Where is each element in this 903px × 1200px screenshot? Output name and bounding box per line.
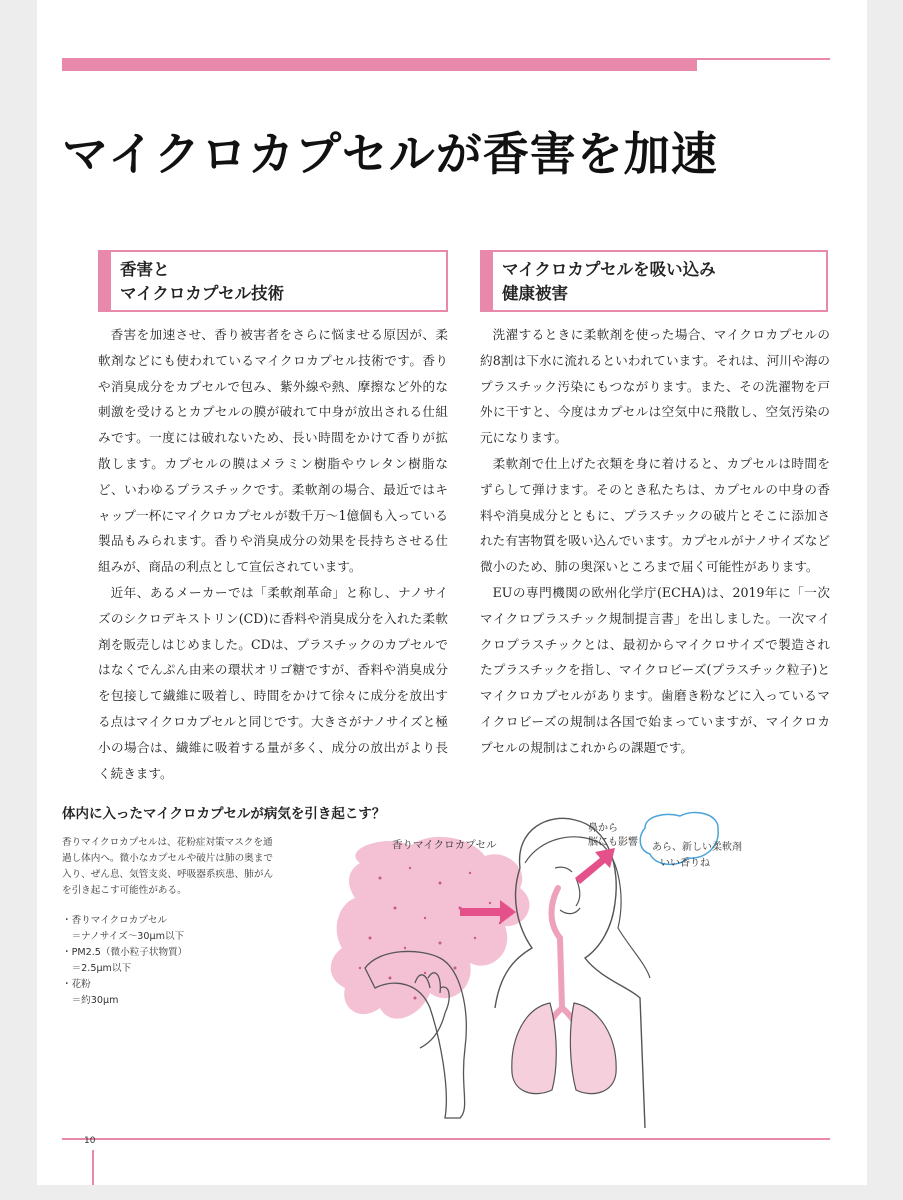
size-item: ＝ナノサイズ〜30μm以下 (62, 931, 185, 942)
figure-title: 体内に入ったマイクロカプセルが病気を引き起こす？ (62, 806, 386, 822)
paragraph: 柔軟剤で仕上げた衣類を身に着けると、カプセルは時間をずらして弾けます。そのとき私たちは、カプセルの中身の香料や消臭成分とともに、プラスチックの破片とそこに添加された有害物質を吸い込んでいます。カプセルがナノサイズなど微小のため、肺の奥深いところまで届く可能性があります。 (480, 455, 830, 575)
page-title: マイクロカプセルが香害を加速 (62, 127, 718, 181)
size-item: ＝約30μm (62, 995, 119, 1006)
label-brain (588, 822, 638, 850)
heading-right-line1: マイクロカプセルを吸い込み (502, 260, 716, 279)
speech-line2: いい香りね (660, 858, 710, 869)
speech-line1: あら、新しい柔軟剤 (652, 842, 742, 853)
label-capsule: 香りマイクロカプセル (392, 839, 497, 851)
label-brain-line2: 脳にも影響 (588, 837, 638, 848)
heading-right-line2: 健康被害 (502, 284, 568, 303)
figure-description (62, 835, 282, 1009)
speech-bubble-text (652, 840, 742, 872)
scent-cloud (331, 837, 530, 1019)
figure-description-text: 香りマイクロカプセルは、花粉症対策マスクを通過し体内へ。微小なカプセルや破片は肺の奥まで入り、ぜん息、気管支炎、呼吸器系疾患、肺がんを引き起こす可能性がある。 (62, 837, 274, 896)
body-column-left (98, 322, 448, 786)
size-item: ・花粉 (62, 979, 91, 990)
heading-left-line2: マイクロカプセル技術 (120, 284, 285, 303)
body-column-right (480, 322, 830, 761)
page-number: 10 (84, 1136, 96, 1146)
top-accent-bar (62, 60, 697, 71)
brain-arrow (575, 848, 615, 884)
size-item: ・香りマイクロカプセル (62, 915, 168, 926)
paragraph: 洗濯するときに柔軟剤を使った場合、マイクロカプセルの約8割は下水に流れるといわれています。それは、河川や海のプラスチック汚染にもつながります。また、その洗濯物を戸外に干すと、今度はカプセルは空気中に飛散し、空気汚染の元になります。 (480, 327, 830, 446)
paragraph: 近年、あるメーカーでは「柔軟剤革命」と称し、ナノサイズのシクロデキストリン(CD)に香料や消臭成分を入れた柔軟剤を販売しはじめました。CDは、プラスチックのカプセルではなくでんぷん由来の環状オリゴ糖ですが、香料や消臭成分を包接して繊維に吸着し、時間をかけて徐々に成分を放出する点はマイクロカプセルと同じです。大きさがナノサイズと極小の場合は、繊維に吸着する量が多く、成分の放出がより長く続きます。 (98, 584, 448, 781)
size-item: ・PM2.5（微小粒子状物質） (62, 947, 188, 958)
size-list (62, 913, 282, 1009)
paragraph: EUの専門機関の欧州化学庁(ECHA)は、2019年に「一次マイクロプラスチック規制提言書」を出しました。一次マイクロプラスチックとは、最初からマイクロサイズで製造されたプラスチックを指し、マイクロビーズ(プラスチック粒子)とマイクロカプセルがあります。歯磨き粉などに入っているマイクロビーズの規制は各国で始まっていますが、マイクロカプセルの規制はこれからの課題です。 (480, 584, 830, 755)
section-heading-left (98, 250, 448, 312)
heading-accent (482, 252, 493, 310)
label-brain-line1: 鼻から (588, 823, 618, 834)
heading-left-line1: 香害と (120, 260, 170, 279)
paragraph: 香害を加速させ、香り被害者をさらに悩ませる原因が、柔軟剤などにも使われているマイクロカプセル技術です。香りや消臭成分をカプセルで包み、紫外線や熱、摩擦など外的な刺激を受けるとカプセルの膜が破れて中身が放出される仕組みです。一度には破れないため、長い時間をかけて香りが拡散します。カプセルの膜はメラミン樹脂やウレタン樹脂など、いわゆるプラスチックです。柔軟剤の場合、最近ではキャップ一杯にマイクロカプセルが数千万〜1億個も入っている製品もみられます。香りや消臭成分の効果を長持ちさせる仕組みが、商品の利点として宣伝されています。 (98, 327, 448, 575)
bottom-rule (62, 1138, 830, 1140)
heading-accent (100, 252, 111, 310)
section-heading-right (480, 250, 828, 312)
lung-right (570, 1003, 616, 1094)
bottom-tick (92, 1150, 94, 1185)
lung-left (512, 1003, 556, 1094)
size-item: ＝2.5μm以下 (62, 963, 132, 974)
